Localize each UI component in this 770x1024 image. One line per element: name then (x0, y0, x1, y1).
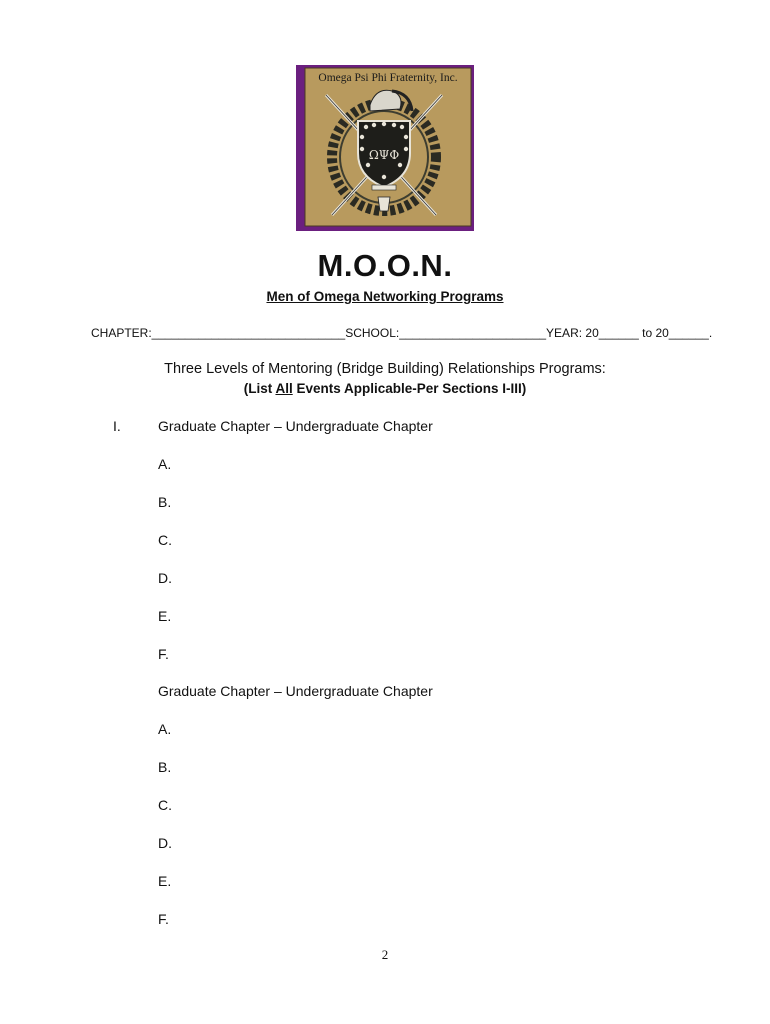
section-2-item-b: B. (158, 759, 172, 775)
section-2-item-e: E. (158, 873, 172, 889)
page-title: M.O.O.N. (317, 248, 453, 283)
section-1-item-e: E. (158, 608, 172, 624)
section-2-item-d: D. (158, 835, 172, 851)
section-1-item-a: A. (158, 456, 172, 472)
levels-subheading-suffix: Events Applicable-Per Sections I-III) (292, 381, 527, 396)
section-2-item-c: C. (158, 797, 172, 813)
section-1-title: Graduate Chapter – Undergraduate Chapter (158, 418, 433, 434)
section-1-item-d: D. (158, 570, 172, 586)
page-subtitle: Men of Omega Networking Programs (266, 289, 504, 304)
chapter-school-year-line: CHAPTER:_____________________________SCHOOL:______________________YEAR: 20______ to 20______. (91, 326, 713, 340)
section-1-item-f: F. (158, 646, 169, 662)
section-1-item-c: C. (158, 532, 172, 548)
levels-subheading-all: All (275, 381, 293, 396)
crest-banner-text: Omega Psi Phi Fraternity, Inc. (318, 72, 458, 84)
levels-heading: Three Levels of Mentoring (Bridge Building) Relationships Programs: (164, 361, 606, 377)
section-2-item-f: F. (158, 911, 169, 927)
section-2-title: Graduate Chapter – Undergraduate Chapter (158, 683, 433, 699)
section-2-item-a: A. (158, 721, 172, 737)
page-number: 2 (381, 947, 389, 962)
section-1-numeral: I. (113, 418, 121, 434)
crest-shield-letters: ΩΨΦ (368, 148, 400, 162)
section-1-item-b: B. (158, 494, 172, 510)
levels-subheading (0, 381, 770, 396)
levels-subheading-prefix: (List (243, 381, 276, 396)
fraternity-crest-logo (296, 65, 474, 231)
